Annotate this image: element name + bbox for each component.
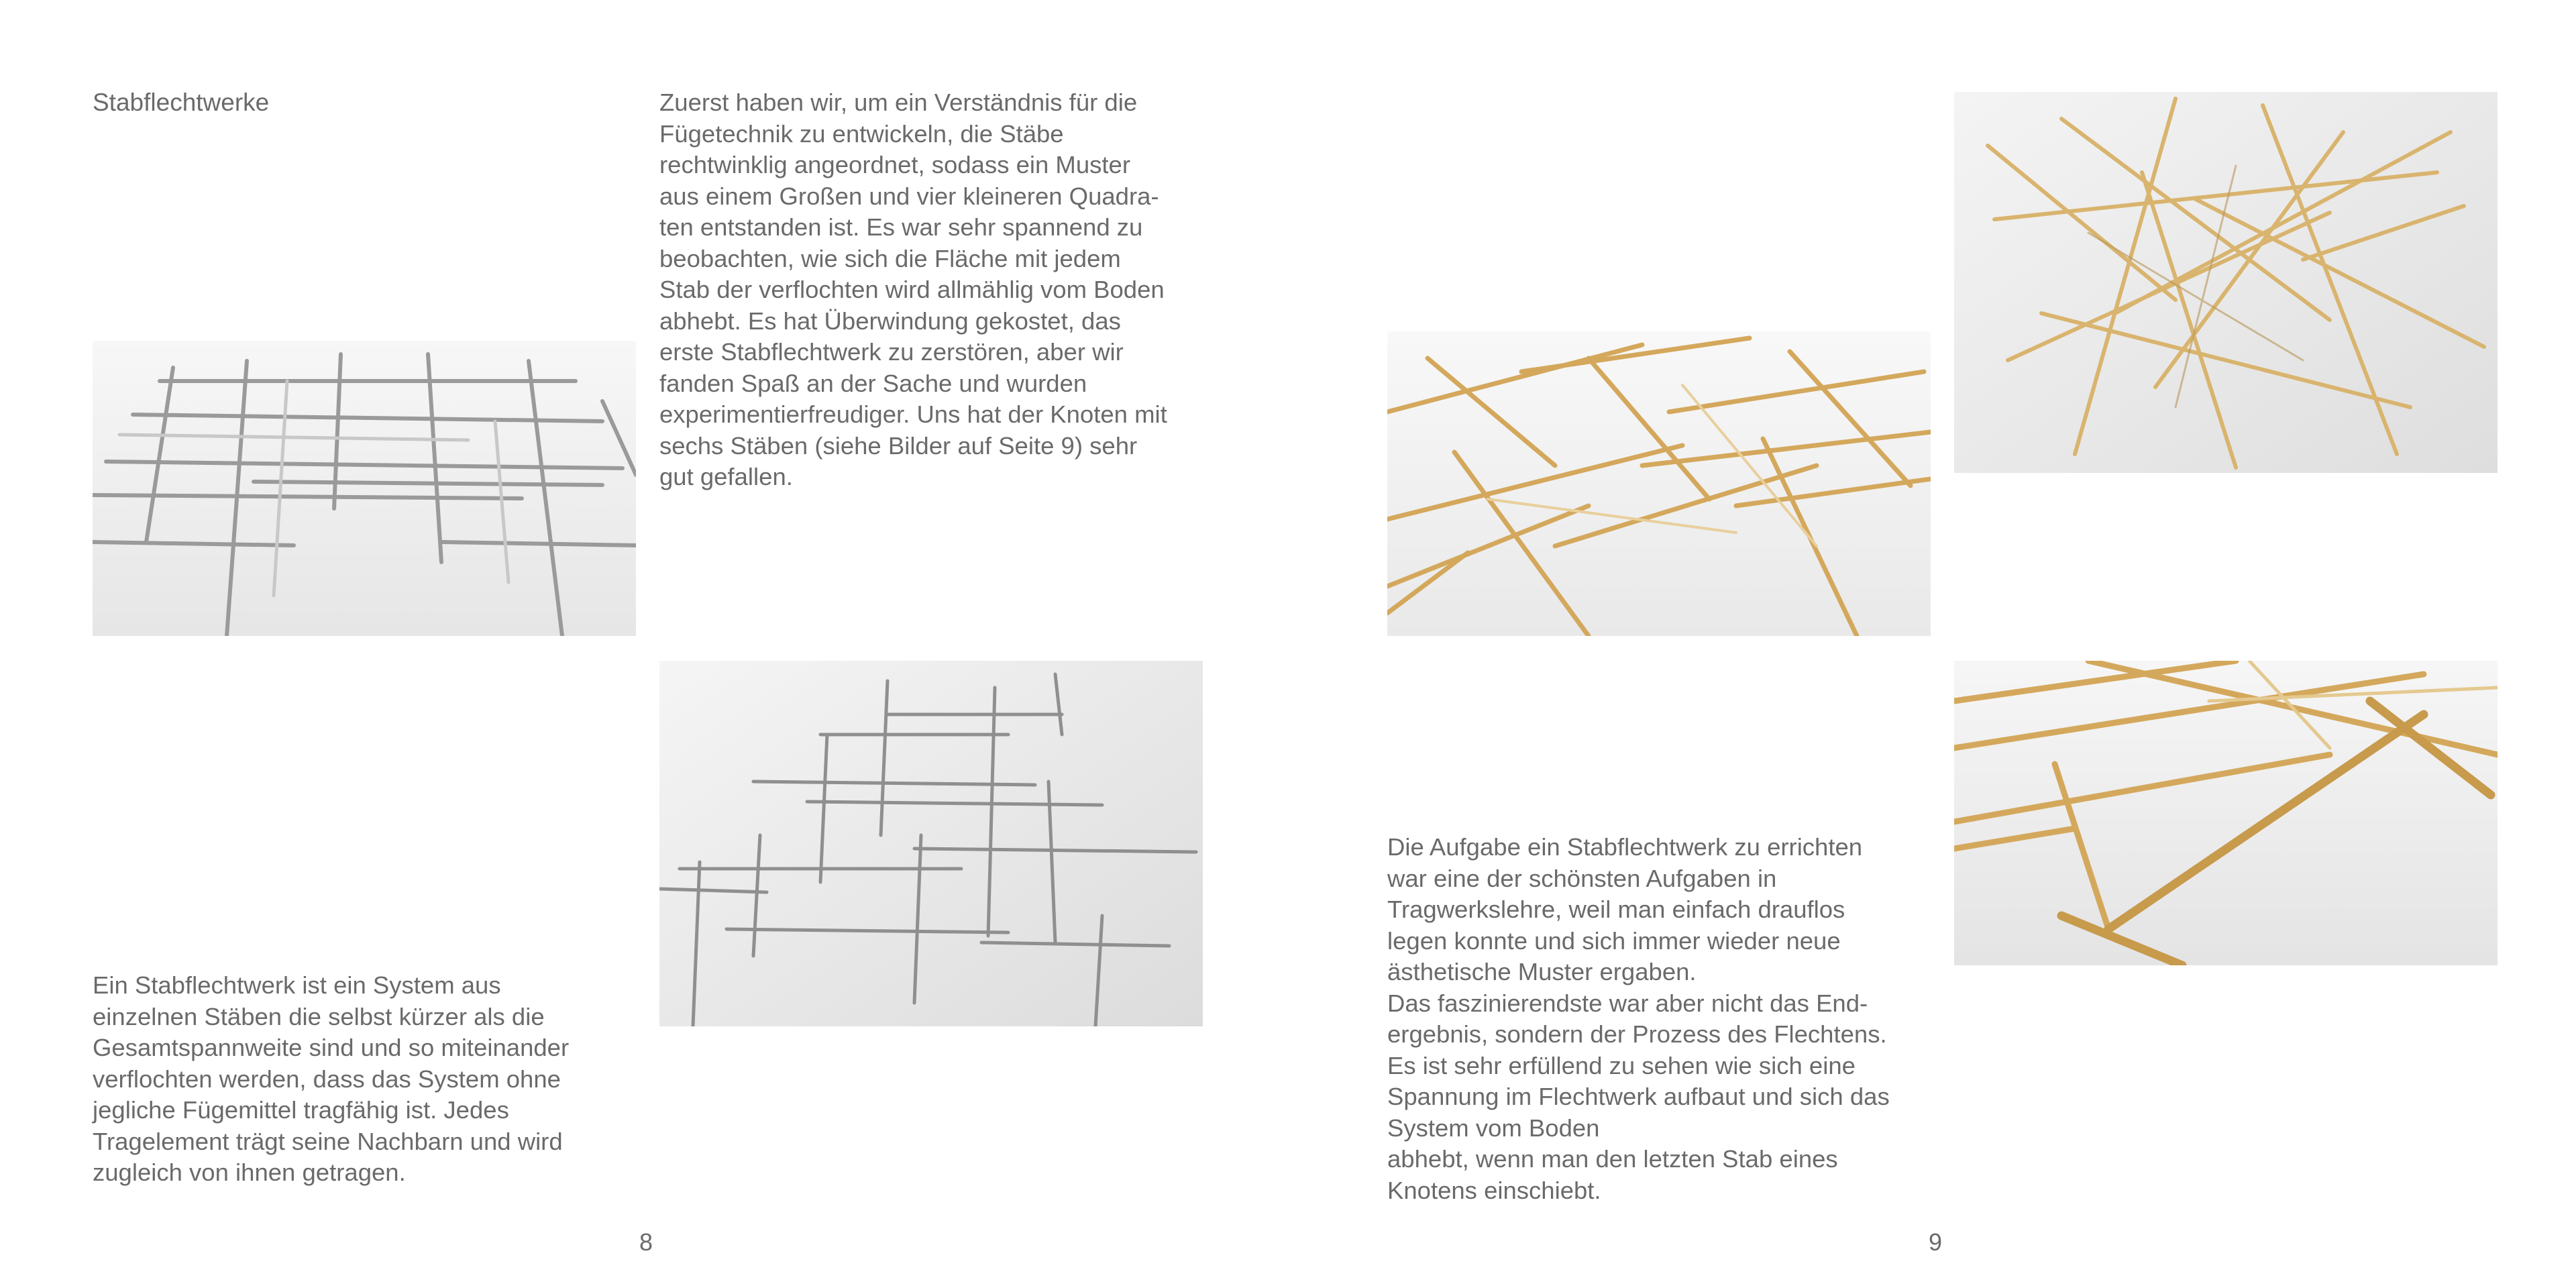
page-number: 8 xyxy=(639,1228,653,1256)
paragraph-line: fanden Spaß an der Sache und wurden xyxy=(659,369,1087,397)
paragraph-line: rechtwinklig angeordnet, sodass ein Muster xyxy=(659,151,1130,178)
paragraph-line: verflochten werden, dass das System ohne xyxy=(93,1065,561,1093)
photo-metal-grid-topdown xyxy=(659,661,1203,1026)
paragraph-line: aus einem Großen und vier kleineren Quadra- xyxy=(659,182,1159,210)
paragraph-line: Zuerst haben wir, um ein Verständnis für die xyxy=(659,89,1138,116)
paragraph-line: ten entstanden ist. Es war sehr spannend zu xyxy=(659,213,1143,241)
paragraph-line: erste Stabflechtwerk zu zerstören, aber wir xyxy=(659,338,1124,366)
paragraph-line: Tragwerkslehre, weil man einfach drauflos xyxy=(1387,896,1845,923)
metal-grid-perspective-illustration xyxy=(93,341,636,636)
definition-paragraph xyxy=(93,970,569,1189)
wood-weave-closeup-illustration xyxy=(1954,661,2498,965)
paragraph-line: legen konnte und sich immer wieder neue xyxy=(1387,926,1841,955)
paragraph-line: war eine der schönsten Aufgaben in xyxy=(1387,864,1777,892)
paragraph-line: ergebnis, sondern der Prozess des Flechtens. xyxy=(1387,1020,1887,1048)
paragraph-line: Ein Stabflechtwerk ist ein System aus xyxy=(93,971,501,999)
paragraph-line: Gesamtspannweite sind und so miteinander xyxy=(93,1034,570,1061)
paragraph-line: einzelnen Stäben die selbst kürzer als die xyxy=(93,1002,545,1030)
paragraph-line: Die Aufgabe ein Stabflechtwerk zu errichten xyxy=(1387,833,1863,861)
paragraph-line: ästhetische Muster ergaben. xyxy=(1387,958,1697,985)
paragraph-line: gut gefallen. xyxy=(659,463,793,490)
metal-grid-topdown-illustration xyxy=(659,661,1203,1026)
paragraph-line: Fügetechnik zu entwickeln, die Stäbe xyxy=(659,119,1064,148)
paragraph-line: zugleich von ihnen getragen. xyxy=(93,1159,406,1186)
intro-paragraph xyxy=(659,87,1167,493)
photo-metal-grid-perspective xyxy=(93,341,636,636)
wood-weave-low-angle-illustration xyxy=(1387,331,1931,636)
photo-wood-weave-topdown xyxy=(1954,92,2498,473)
paragraph-line: Stab der verflochten wird allmählig vom Boden xyxy=(659,276,1165,303)
wood-weave-topdown-illustration xyxy=(1954,92,2498,473)
page-heading: Stabflechtwerke xyxy=(93,89,270,116)
paragraph-line: experimentierfreudiger. Uns hat der Knoten mit xyxy=(659,400,1167,428)
paragraph-line: sechs Stäben (siehe Bilder auf Seite 9) sehr xyxy=(659,431,1138,460)
paragraph-line: Das faszinierendste war aber nicht das End- xyxy=(1387,989,1868,1017)
paragraph-line: abhebt, wenn man den letzten Stab eines xyxy=(1387,1145,1838,1173)
paragraph-line: abhebt. Es hat Überwindung gekostet, das xyxy=(659,307,1121,335)
paragraph-line: Tragelement trägt seine Nachbarn und wird xyxy=(93,1127,563,1155)
paragraph-line: Knotens einschiebt. xyxy=(1387,1176,1601,1204)
paragraph-line: System vom Boden xyxy=(1387,1114,1600,1142)
photo-wood-weave-low-angle xyxy=(1387,331,1931,636)
paragraph-line: Spannung im Flechtwerk aufbaut und sich das xyxy=(1387,1083,1890,1110)
photo-wood-weave-closeup xyxy=(1954,661,2498,965)
page-number: 9 xyxy=(1929,1228,1943,1256)
paragraph-line: beobachten, wie sich die Fläche mit jedem xyxy=(659,244,1121,272)
paragraph-line: Es ist sehr erfüllend zu sehen wie sich eine xyxy=(1387,1051,1856,1079)
page-9 xyxy=(1288,0,2576,1288)
reflection-paragraph xyxy=(1387,832,1890,1206)
paragraph-line: jegliche Fügemittel tragfähig ist. Jedes xyxy=(93,1096,509,1124)
